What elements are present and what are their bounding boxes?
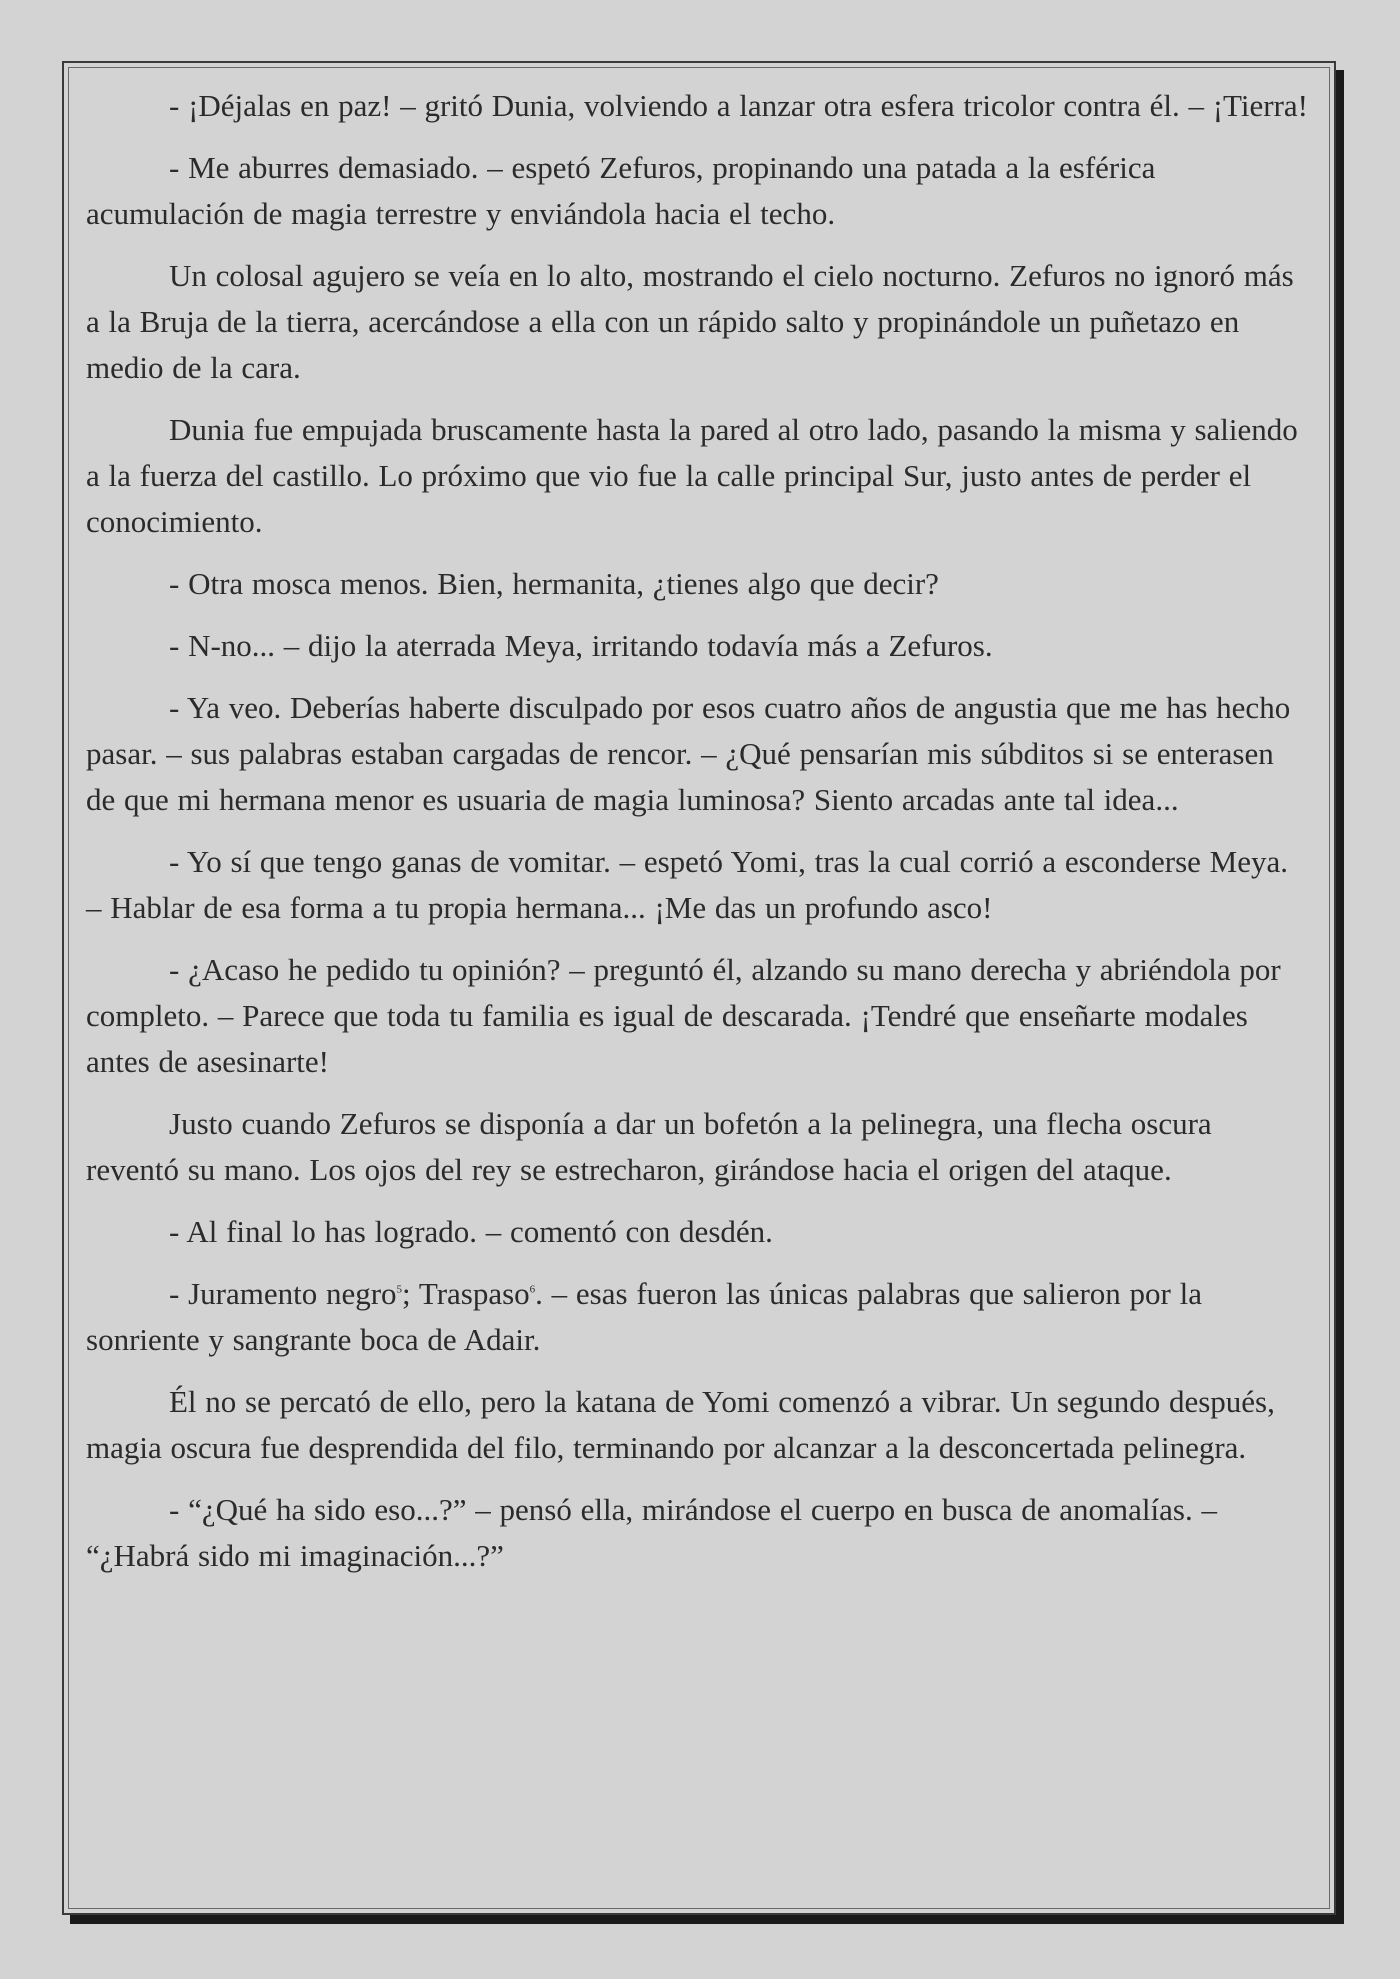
document-page bbox=[62, 61, 1336, 1915]
paragraph: Un colosal agujero se veía en lo alto, mostrando el cielo nocturno. Zefuros no ignoró más a la Bruja de la tierra, acercándose a ella con un rápido salto y propinándole un puñetazo en medio de la cara. bbox=[86, 258, 1294, 385]
footnote-marker: 6 bbox=[529, 1283, 536, 1296]
footnote-marker: 5 bbox=[396, 1283, 403, 1296]
paragraph-text: - Juramento negro bbox=[169, 1276, 397, 1311]
paragraph: - ¿Acaso he pedido tu opinión? – preguntó él, alzando su mano derecha y abriéndola por completo. – Parece que toda tu familia es igual de descarada. ¡Tendré que enseñarte modales antes de asesinarte! bbox=[86, 952, 1281, 1079]
paragraph-text: ; Traspaso bbox=[402, 1276, 530, 1311]
paragraph: Justo cuando Zefuros se disponía a dar un bofetón a la pelinegra, una flecha oscura reventó su mano. Los ojos del rey se estrecharon, girándose hacia el origen del ataque. bbox=[86, 1106, 1212, 1187]
paragraph: - “¿Qué ha sido eso...?” – pensó ella, mirándose el cuerpo en busca de anomalías. – “¿Habrá sido mi imaginación...?” bbox=[86, 1492, 1217, 1573]
paragraph: - N-no... – dijo la aterrada Meya, irritando todavía más a Zefuros. bbox=[169, 628, 993, 663]
paragraph: - ¡Déjalas en paz! – gritó Dunia, volviendo a lanzar otra esfera tricolor contra él. – ¡Tierra! bbox=[169, 88, 1308, 123]
paragraph: Él no se percató de ello, pero la katana de Yomi comenzó a vibrar. Un segundo después, magia oscura fue desprendida del filo, terminando por alcanzar a la desconcertada pelinegra. bbox=[86, 1384, 1275, 1465]
paragraph: Dunia fue empujada bruscamente hasta la pared al otro lado, pasando la misma y saliendo a la fuerza del castillo. Lo próximo que vio fue la calle principal Sur, justo antes de perder el conocimiento. bbox=[86, 412, 1298, 539]
paragraph: - Me aburres demasiado. – espetó Zefuros, propinando una patada a la esférica acumulación de magia terrestre y enviándola hacia el techo. bbox=[86, 150, 1156, 231]
paragraph-with-footnotes bbox=[86, 1271, 1308, 1363]
paragraph: - Al final lo has logrado. – comentó con desdén. bbox=[169, 1214, 773, 1249]
document-text-body bbox=[86, 83, 1308, 1595]
paragraph: - Yo sí que tengo ganas de vomitar. – espetó Yomi, tras la cual corrió a esconderse Meya. – Hablar de esa forma a tu propia hermana... ¡Me das un profundo asco! bbox=[86, 844, 1288, 925]
paragraph-text: . – esas fueron las únicas palabras que salieron por la sonriente y sangrante boca de Adair. bbox=[86, 1276, 1202, 1357]
paragraph: - Otra mosca menos. Bien, hermanita, ¿tienes algo que decir? bbox=[169, 566, 939, 601]
paragraph: - Ya veo. Deberías haberte disculpado por esos cuatro años de angustia que me has hecho pasar. – sus palabras estaban cargadas de rencor. – ¿Qué pensarían mis súbditos si se enterasen de que mi hermana menor es usuaria de magia luminosa? Siento arcadas ante tal idea... bbox=[86, 690, 1291, 817]
